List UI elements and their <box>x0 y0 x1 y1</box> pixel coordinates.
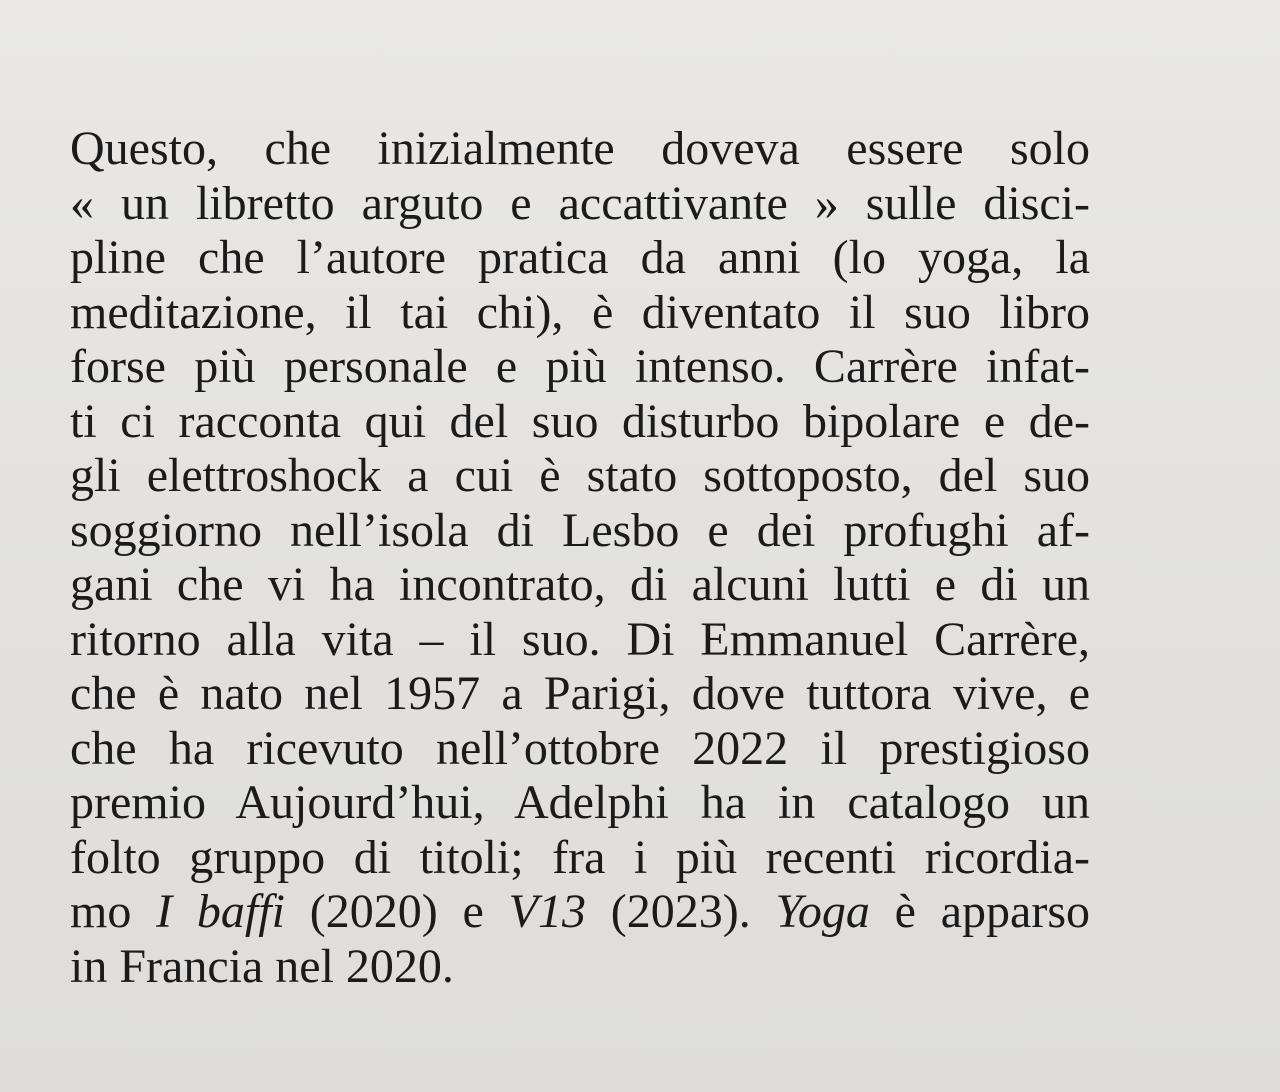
italic-title-text: V13 <box>508 885 586 938</box>
text-line <box>70 504 1090 559</box>
text-line <box>70 940 1090 995</box>
text-segment: che ha ricevuto nell’ottobre 2022 il prestigioso <box>70 721 1090 775</box>
text-line <box>70 558 1090 613</box>
text-line <box>70 286 1090 341</box>
text-segment: pline che l’autore pratica da anni (lo yoga, la <box>70 231 1090 284</box>
text-segment: « un libretto arguto e accattivante » sulle disci- <box>70 176 1090 230</box>
text-line <box>70 831 1090 886</box>
text-line <box>70 395 1090 450</box>
text-line <box>70 340 1090 395</box>
text-segment: (2023). <box>585 885 776 938</box>
text-segment: folto gruppo di titoli; fra i più recenti ricordia- <box>70 830 1090 884</box>
text-line <box>70 722 1090 777</box>
text-segment: che è nato nel 1957 a Parigi, dove tuttora vive, e <box>70 667 1090 720</box>
italic-title-text: I baffi <box>156 885 285 938</box>
text-segment: premio Aujourd’hui, Adelphi ha in catalogo un <box>70 776 1090 829</box>
italic-title-text: Yoga <box>775 885 870 938</box>
text-line <box>70 613 1090 668</box>
text-segment: soggiorno nell’isola di Lesbo e dei profughi af- <box>70 503 1090 557</box>
text-segment: ritorno alla vita – il suo. Di Emmanuel Carrère, <box>70 612 1090 666</box>
text-line <box>70 177 1090 232</box>
text-line <box>70 122 1090 177</box>
text-line <box>70 231 1090 286</box>
text-line <box>70 449 1090 504</box>
text-segment: è apparso <box>869 885 1091 938</box>
text-segment: meditazione, il tai chi), è diventato il suo libro <box>70 285 1090 339</box>
text-segment: forse più personale e più intenso. Carrère infat- <box>70 340 1090 393</box>
text-segment: gli elettroshock a cui è stato sottoposto, del suo <box>70 449 1090 502</box>
text-segment: gani che vi ha incontrato, di alcuni lutti e di un <box>70 558 1090 611</box>
text-line <box>70 667 1090 722</box>
text-line <box>70 776 1090 831</box>
text-segment: (2020) e <box>284 885 509 938</box>
text-segment: mo <box>70 885 157 938</box>
text-line <box>70 885 1090 940</box>
text-segment: Questo, che inizialmente doveva essere solo <box>70 122 1090 175</box>
text-segment: in Francia nel 2020. <box>70 939 454 993</box>
blurb-paragraph <box>70 122 1090 994</box>
text-segment: ti ci racconta qui del suo disturbo bipolare e de- <box>70 394 1090 448</box>
